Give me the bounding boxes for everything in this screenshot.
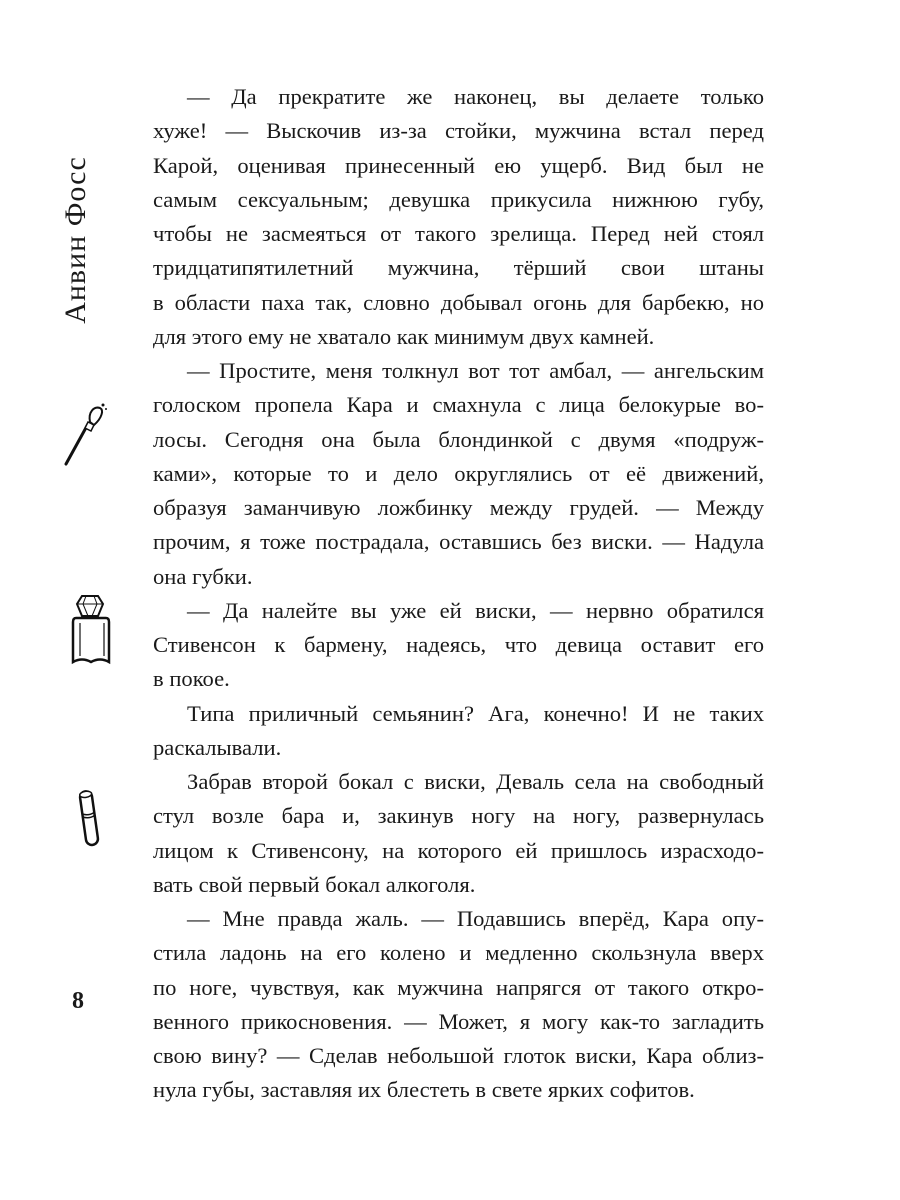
running-header-author: Анвин Фосс xyxy=(59,156,92,324)
text-line: голоском пропела Кара и смахнула с лица белокурые во- xyxy=(153,392,764,418)
text-line: самым сексуальным; девушка прикусила нижнюю губу, xyxy=(153,186,764,212)
text-line: — Мне правда жаль. — Подавшись вперёд, Кара опу- xyxy=(187,906,764,931)
text-line: в области паха так, словно добывал огонь для барбекю, но xyxy=(153,289,764,315)
page-number: 8 xyxy=(72,988,84,1014)
text-line: венного прикосновения. — Может, я могу как-то загладить xyxy=(153,1008,764,1034)
text-line: для этого ему не хватало как минимум двух камней. xyxy=(153,323,655,349)
text-line: Стивенсон к бармену, надеясь, что девица оставит его xyxy=(153,632,764,657)
text-line: Забрав второй бокал с виски, Деваль села на свободный xyxy=(187,769,764,794)
text-line: по ноге, чувствуя, как мужчина напрягся от такого откро- xyxy=(153,974,764,1000)
text-line: чтобы не засмеяться от такого зрелища. Перед ней стоял xyxy=(153,221,764,246)
text-line: стул возле бара и, закинув ногу на ногу, развернулась xyxy=(153,803,764,829)
text-line: ками», которые то и дело округлялись от её движений, xyxy=(153,460,764,486)
text-line: свою вину? — Сделав небольшой глоток виски, Кара облиз- xyxy=(153,1043,764,1068)
text-line: — Простите, меня толкнул вот тот амбал, — ангельским xyxy=(187,358,764,383)
text-line: раскалывали. xyxy=(153,734,282,760)
text-line: лицом к Стивенсону, на которого ей пришлось израсходо- xyxy=(153,837,764,863)
perfume-bottle-icon xyxy=(70,592,112,672)
text-line: образуя заманчивую ложбинку между грудей. — Между xyxy=(153,495,764,520)
text-line: — Да прекратите же наконец, вы делаете только xyxy=(187,84,764,109)
text-line: лосы. Сегодня она была блондинкой с двумя «подруж- xyxy=(153,426,764,452)
text-line: — Да налейте вы уже ей виски, — нервно обратился xyxy=(187,597,764,623)
body-text xyxy=(153,80,764,1108)
text-line: прочим, я тоже пострадала, оставшись без виски. — Надула xyxy=(153,529,764,555)
makeup-brush-icon xyxy=(58,398,108,468)
text-line: хуже! — Выскочив из-за стойки, мужчина встал перед xyxy=(153,118,764,144)
lipstick-icon xyxy=(76,788,104,848)
text-line: Типа приличный семьянин? Ага, конечно! И не таких xyxy=(187,700,764,726)
text-line: вать свой первый бокал алкоголя. xyxy=(153,871,476,897)
text-line: Карой, оценивая принесенный ею ущерб. Вид был не xyxy=(153,152,764,178)
text-line: она губки. xyxy=(153,563,253,589)
text-line: стила ладонь на его колено и медленно скользнула вверх xyxy=(153,940,764,966)
text-line: нула губы, заставляя их блестеть в свете ярких софитов. xyxy=(153,1077,695,1103)
text-line: тридцатипятилетний мужчина, тёрший свои штаны xyxy=(153,255,764,281)
text-line: в покое. xyxy=(153,666,230,692)
